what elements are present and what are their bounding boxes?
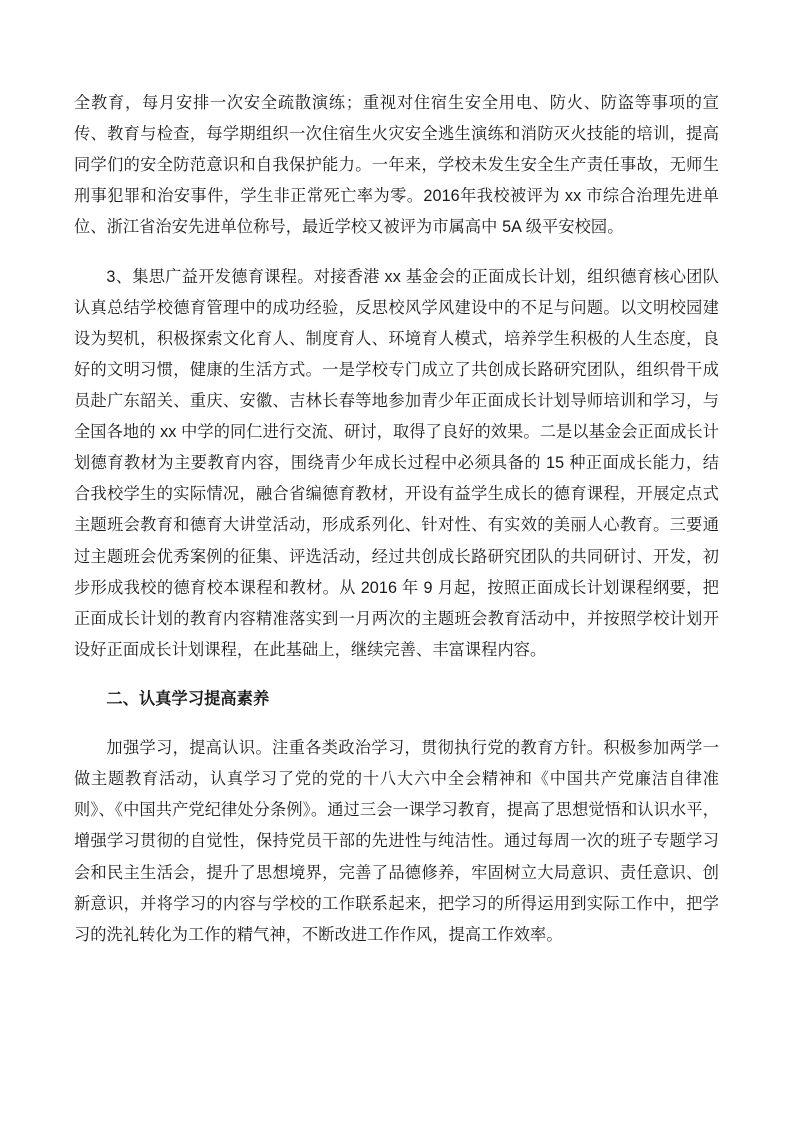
paragraph-moral-education-course: 3、集思广益开发德育课程。对接香港 xx 基金会的正面成长计划，组织德育核心团队认真总结学校德育管理中的成功经验，反思校风学风建设中的不足与问题。以文明校园建设为契机，积极探索文化育人、制度育人、环境育人模式，培养学生积极的人生态度，良好的文明习惯，健康的生活方式。一是学校专门成立了共创成长路研究团队，组织骨干成员赴广东韶关、重庆、安徽、吉林长春等地参加青少年正面成长计划导师培训和学习，与全国各地的 xx 中学的同仁进行交流、研讨，取得了良好的效果。二是以基金会正面成长计划德育教材为主要教育内容，围绕青少年成长过程中必须具备的 15 种正面成长能力，结合我校学生的实际情况，融合省编德育教材，开设有益学生成长的德育课程，开展定点式主题班会教育和德育大讲堂活动，形成系列化、针对性、有实效的美丽人心教育。三要通过主题班会优秀案例的征集、评选活动，经过共创成长路研究团队的共同研讨、开发，初步形成我校的德育校本课程和教材。从 2016 年 9 月起，按照正面成长计划课程纲要，把正面成长计划的教育内容精准落实到一月两次的主题班会教育活动中，并按照学校计划开设好正面成长计划课程，在此基础上，继续完善、丰富课程内容。 (74, 267, 719, 659)
paragraph-study-improve: 加强学习，提高认识。注重各类政治学习，贯彻执行党的教育方针。积极参加两学一做主题教育活动，认真学习了党的党的十八大六中全会精神和《中国共产党廉洁自律准则》、《中国共产党纪律处分条例》。通过三会一课学习教育，提高了思想觉悟和认识水平，增强学习贯彻的自觉性，保持党员干部的先进性与纯洁性。通过每周一次的班子专题学习会和民主生活会，提升了思想境界，完善了品德修养，牢固树立大局意识、责任意识、创新意识，并将学习的内容与学校的工作联系起来，把学习的所得运用到实际工作中，把学习的洗礼转化为工作的精气神，不断改进工作作风，提高工作效率。 (74, 739, 719, 944)
paragraph-safety-continued: 全教育，每月安排一次安全疏散演练；重视对住宿生安全用电、防火、防盗等事项的宣传、教育与检查，每学期组织一次住宿生火灾安全逃生演练和消防灭火技能的培训，提高同学们的安全防范意识和自我保护能力。一年来，学校未发生安全生产责任事故，无师生刑事犯罪和治安事件，学生非正常死亡率为零。2016年我校被评为 xx 市综合治理先进单位、浙江省治安先进单位称号，最近学校又被评为市属高中 5A 级平安校园。 (74, 94, 719, 237)
document-body (74, 88, 719, 951)
section-heading-two: 二、认真学习提高素养 (106, 689, 270, 708)
